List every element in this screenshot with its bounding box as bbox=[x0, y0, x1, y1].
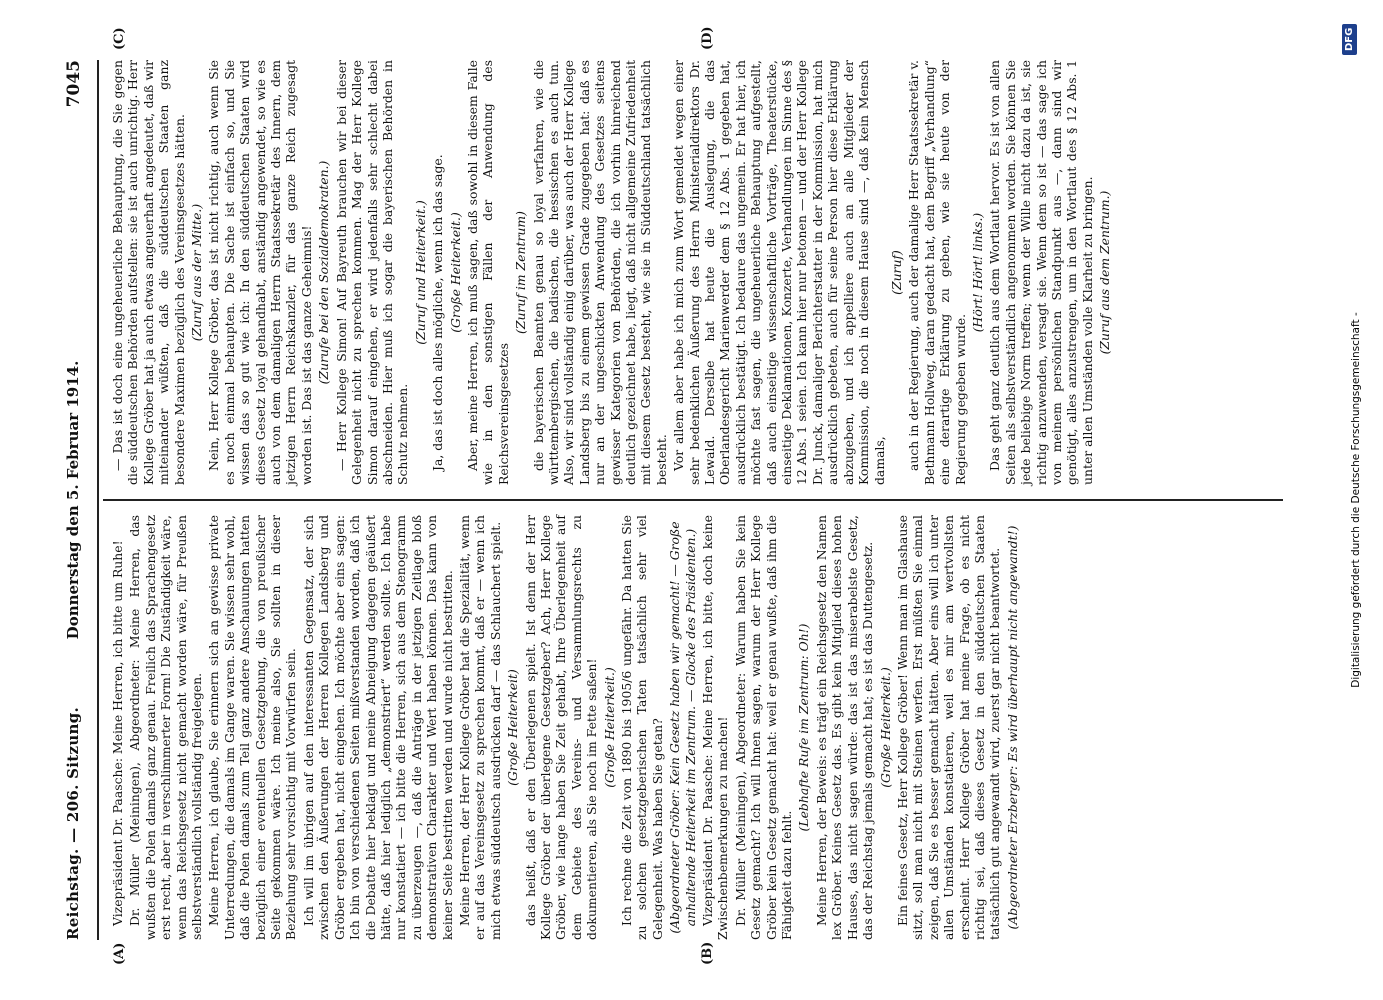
interjection: (Abgeordneter Erzberger: Es wird überhaupt nicht angewandt!) bbox=[1004, 525, 1020, 930]
paragraph: Nein, Herr Kollege Gröber, das ist nicht richtig, auch wenn Sie es noch einmal behaupten. Die Sache ist einfach so, und Sie wissen das so gut wie ich: In den süddeutschen Staaten wird dieses Gesetz loyal gehandhabt, anständig angewendet, so wie es auch von dem damaligen Herrn Staatssekretär des Innern, dem jetzigen Herrn Reichskanzler, für das ganze Reich zugesagt worden ist. Das ist das ganze Geheimnis! bbox=[206, 60, 314, 485]
interjection: (Zuruf und Heiterkeit.) bbox=[412, 200, 428, 345]
paragraph: Meine Herren, der Beweis: es trägt ein Reichsgesetz den Namen lex Gröber. Keines Gesetz das. Es gibt kein Mitglied dieses hohen Hauses, das nicht sagen würde: das ist das miserabelste Gesetz, das der Reichstag jemals gemacht hat; es ist das Duttengesetz. bbox=[813, 515, 876, 940]
paragraph: Das geht ganz deutlich aus dem Wortlaut hervor. Es ist von allen Seiten als selbstverständlich angenommen worden. Sie können Sie jede beliebige Norm treffen; wenn der Wille nicht dazu da ist, sie richtig anzuwenden, versagt sie. Wenn dem so ist — das sage ich von meinem persönlichen Standpunkt aus —, dann sind wir genötigt, alles anzustrengen, um in den Wortlaut des § 12 Abs. 1 unter allen Umständen volle Klarheit zu bringen. bbox=[987, 60, 1095, 485]
right-column bbox=[110, 60, 1115, 485]
dfg-logo: DFG bbox=[1342, 24, 1357, 55]
interjection: (Große Heiterkeit.) bbox=[877, 667, 893, 788]
interjection: (Große Heiterkeit.) bbox=[447, 212, 463, 333]
paragraph: das heißt, daß er den Überlegenen spielt. Ist denn der Herr Kollege Gröber der überlegene Gesetzgeber? Ach, Herr Kollege Gröber, wie lange haben Sie Zeit gehabt, Ihre Überlegenheit auf dem Gebiete des Vereins- und Versammlungsrechts zu dokumentieren, als Sie noch im Fette saßen! bbox=[522, 515, 600, 940]
interjection: (Große Heiterkeit.) bbox=[601, 667, 617, 788]
paragraph: Ein feines Gesetz, Herr Kollege Gröber! Wenn man im Glashause sitzt, soll man nicht mit Steinen werfen. Erst müßten Sie einmal zeigen, daß Sie es besser gemacht hätten. Aber eins will ich unter allen Umständen konstatieren, weil es mir am wertvollsten erscheint. Herr Kollege Gröber hat meine Frage, ob es nicht richtig sei, daß dieses Gesetz in den süddeutschen Staaten tatsächlich gut angewandt wird, zuerst gar nicht beantwortet. bbox=[894, 515, 1003, 940]
paragraph: Aber, meine Herren, ich muß sagen, daß sowohl in diesem Falle wie in den sonstigen Fällen der Anwendung des Reichsvereinsgesetzes bbox=[464, 60, 511, 485]
margin-mark-a: (A) bbox=[112, 942, 127, 965]
page-header bbox=[60, 60, 90, 940]
left-column bbox=[110, 515, 1022, 940]
paragraph: Vizepräsident Dr. Paasche: Meine Herren, ich bitte, doch keine Zwischenbemerkungen zu machen! bbox=[700, 515, 731, 940]
paragraph: Ja, das ist doch alles mögliche, wenn ich das sage. bbox=[430, 154, 446, 471]
interjection: (Zurufe bei den Sozialdemokraten.) bbox=[316, 160, 332, 385]
paragraph: Dr. Müller (Meiningen), Abgeordneter: Warum haben Sie kein Gesetz gemacht? Ich will Ihnen sagen, warum der Herr Kollege Gröber kein Gesetz gemacht hat: weil er genau wußte, daß ihm die Fähigkeit dazu fehlt. bbox=[732, 515, 795, 940]
header-rule bbox=[97, 60, 99, 940]
paragraph: Ich rechne die Zeit von 1890 bis 1905/6 ungefähr. Da hatten Sie zu solchen gesetzgeberischen Taten tatsächlich sehr viel Gelegenheit. Was haben Sie getan? bbox=[619, 515, 665, 940]
paragraph: — Herr Kollege Simon! Auf Bayreuth brauchen wir bei dieser Gelegenheit nicht zu sprechen kommen. Mag der Herr Kollege Simon darauf eingehen, er wird jedenfalls sehr schlecht dabei abschneiden. Hier muß ich sogar die bayerischen Behörden in Schutz nehmen. bbox=[333, 60, 411, 485]
interjection: (Abgeordneter Gröber: Kein Gesetz haben wir gemacht! — Große anhaltende Heiterkeit im Zentrum. — Glocke des Präsidenten.) bbox=[667, 521, 698, 934]
margin-mark-d: (D) bbox=[700, 26, 715, 50]
digitization-stamp: Digitalisierung gefördert durch die Deutsche Forschungsgemeinschaft - bbox=[1350, 312, 1362, 688]
interjection: (Lebhafte Rufe im Zentrum: Oh!) bbox=[796, 623, 812, 832]
paragraph: Dr. Müller (Meiningen), Abgeordneter: Meine Herren, das wußten die Polen damals ganz genau. Freilich das Sprachengesetz erst recht, aber in verschlimmerter Form! Die Zuständigkeit wäre, wenn das Reichsgesetz nicht gemacht worden wäre, für Preußen selbstverständlich vollständig freigelegen. bbox=[127, 515, 205, 940]
paragraph: die bayerischen Beamten genau so loyal verfahren, wie die württembergischen, die badischen, die hessischen es auch tun. Also, wir sind vollständig einig darüber, was auch der Herr Kollege Landsberg bis zu einem gewissen Grade zugegeben hat: daß es nur an der ungeschickten Anwendung des Gesetzes seitens gewisser Kategorien von Behörden, die ich vorhin hinreichend deutlich gezeichnet habe, liegt, daß nicht allgemeine Zufriedenheit mit diesem Gesetz besteht, wie sie in Süddeutschland tatsächlich besteht. bbox=[530, 60, 669, 485]
paragraph: Meine Herren, der Herr Kollege Gröber hat die Spezialität, wenn er auf das Vereinsgesetz zu sprechen kommt, daß er — wenn ich mich etwas süddeutsch ausdrücken darf — das Schlauchert spielt. bbox=[456, 515, 503, 940]
header-date: Donnerstag den 5. Februar 1914. bbox=[64, 360, 82, 640]
interjection: (Zuruf aus der Mitte.) bbox=[189, 203, 205, 342]
interjection: (Große Heiterkeit) bbox=[505, 669, 521, 786]
interjection: (Zuruf im Zentrum) bbox=[513, 211, 529, 334]
margin-mark-b: (B) bbox=[700, 941, 715, 965]
column-divider bbox=[103, 499, 1283, 501]
margin-mark-c: (C) bbox=[112, 27, 127, 50]
paragraph: Vor allem aber habe ich mich zum Wort gemeldet wegen einer sehr bedenklichen Äußerung des Herrn Ministerialdirektors Dr. Lewald. Derselbe hat heute die Auslegung, die das Oberlandesgericht Marienwerder dem § 12 Abs. 1 gegeben hat, ausdrücklich bestätigt. Ich bedaure das ungemein. Er hat hier, ich möchte fast sagen, die ungeheuerliche Behauptung aufgestellt, daß auch einseitige wissenschaftliche Vorträge, Theaterstücke, einseitige Deklamationen, Konzerte, Verhandlungen im Sinne des § 12 Abs. 1 seien. Ich kann hier nur betonen — und der Herr Kollege Dr. Junck, damaliger Berichterstatter in der Kommission, hat mich ausdrücklich gebeten, auch für seine Person hier diese Erklärung abzugeben, und ich appelliere auch an alle Mitglieder der Kommission, die noch in diesem Hause sind —, daß kein Mensch damals, bbox=[671, 60, 887, 485]
interjection: (Zuruf aus dem Zentrum.) bbox=[1097, 190, 1113, 355]
paragraph: — Das ist doch eine ungeheuerliche Behauptung, die Sie gegen die süddeutschen Behörden aufstellen: sie ist auch unrichtig. Herr Kollege Gröber hat ja auch etwas angeuerhaft angedeutet, daß wir miteinander wüßten, daß die süddeutschen Staaten ganz besondere Maximen bezüglich des Vereinsgesetzes hätten. bbox=[110, 60, 187, 485]
paragraph: Ich will im übrigen auf den interessanten Gegensatz, der sich zwischen den Äußerungen der Herren Kollegen Landsberg und Gröber ergeben hat, nicht eingehen. Ich möchte aber eins sagen: Ich bin von verschiedenen Seiten mißverstanden worden, daß ich die Debatte hier beklagt und meine Abneigung dagegen geäußert hätte, daß hier lediglich „demonstriert“ werden sollte. Ich habe nur konstatiert — ich bitte die Herren, sich aus dem Stenogramm zu überzeugen —, daß die Anträge in der jetzigen Zeitlage bloß demonstrativen Charakter und Wert haben können. Das kann von keiner Seite bestritten werden und wurde nicht bestritten. bbox=[300, 515, 455, 940]
interjection: (Zuruf) bbox=[888, 250, 904, 295]
interjection: (Hört! Hört! links.) bbox=[969, 212, 985, 333]
paragraph: auch in der Regierung, auch der damalige Herr Staatssekretär v. Bethmann Hollweg, daran gedacht hat, dem Begriff „Verhandlung“ eine derartige Erklärung zu geben, wie sie heute von der Regierung gegeben wurde. bbox=[906, 60, 968, 485]
header-left: Reichstag. — 206. Sitzung. bbox=[64, 706, 82, 940]
paragraph: Vizepräsident Dr. Paasche: Meine Herren, ich bitte um Ruhe! bbox=[110, 540, 125, 926]
paragraph: Meine Herren, ich glaube, Sie erinnern sich an gewisse private Unterredungen, die damals im Gange waren. Sie wissen sehr wohl, daß die Polen damals zum Teil ganz andere Anschauungen hatten bezüglich einer eventuellen Gesetzgebung, die von preußischer Seite gekommen wäre. Ich meine also, Sie sollten in dieser Beziehung sehr vorsichtig mit Vorwürfen sein. bbox=[206, 515, 299, 940]
page-number: 7045 bbox=[64, 60, 84, 108]
